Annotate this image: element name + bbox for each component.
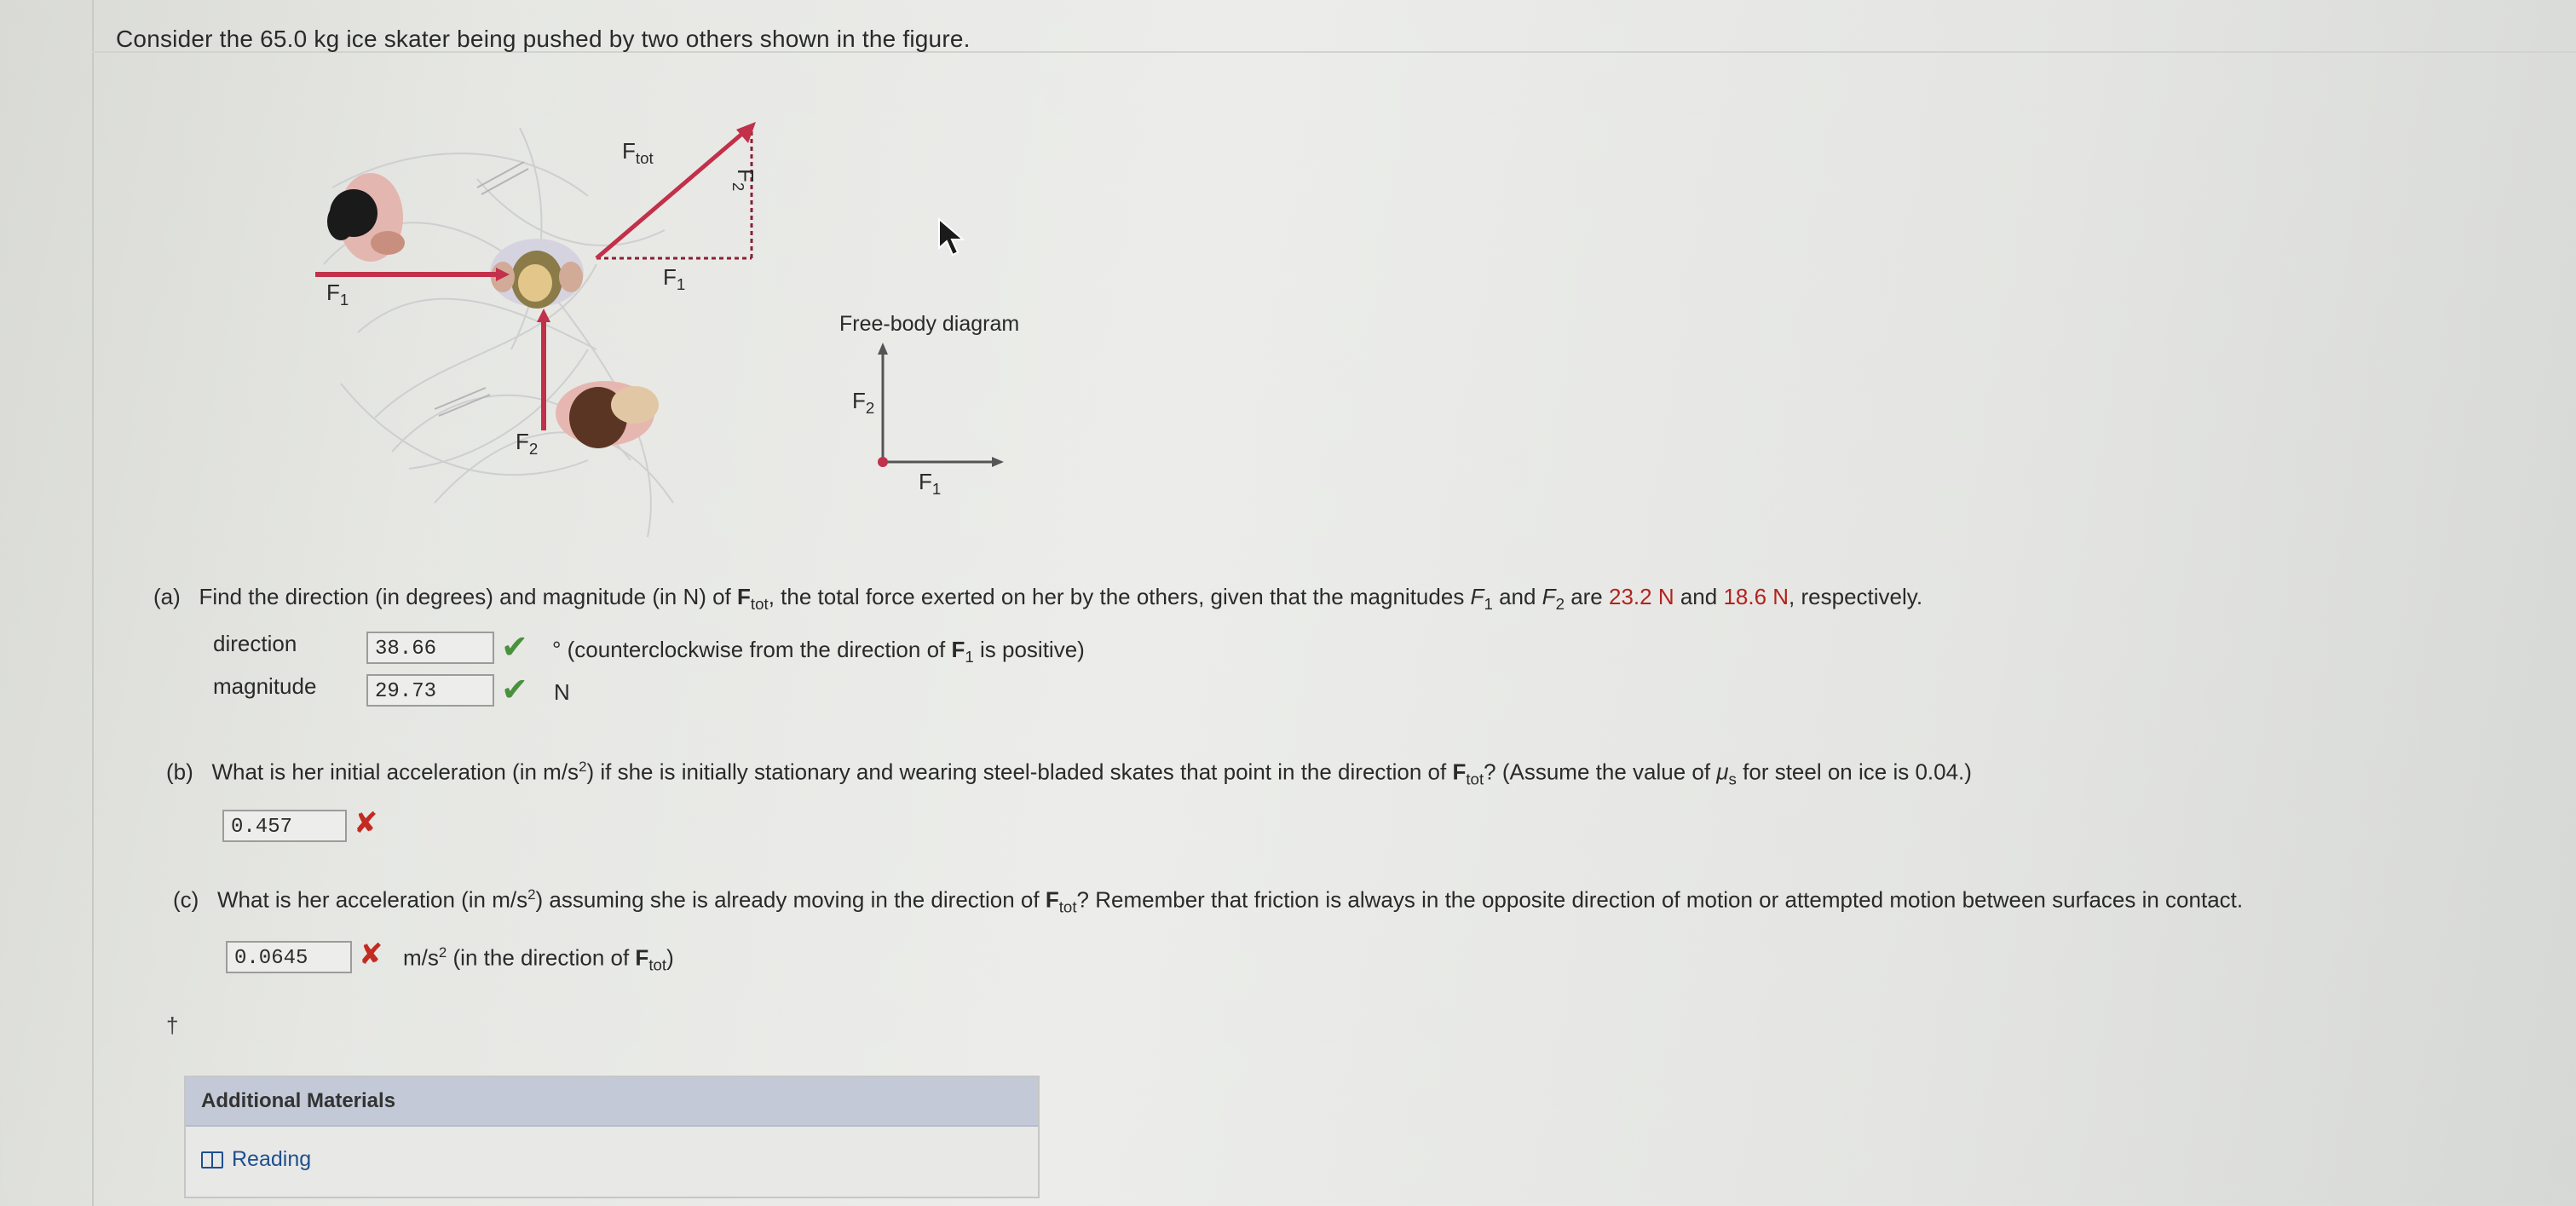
check-icon: ✔: [501, 630, 528, 666]
label-f2-triangle: $F_2$: [729, 169, 758, 192]
check-icon: ✔: [501, 672, 528, 708]
part-c-answer-field[interactable]: 0.0645: [226, 941, 352, 973]
ftot-arrowhead: [736, 122, 756, 143]
reading-link-label: Reading: [232, 1147, 312, 1171]
f1-value: 23.2 N: [1609, 584, 1674, 609]
fbd-f1-arrowhead: [992, 457, 1004, 467]
part-c-label: (c): [173, 886, 199, 913]
part-b-label: (b): [166, 759, 193, 785]
skater-figure: [307, 94, 1074, 571]
part-c-question: (c) What is her acceleration (in $m/s^2$) assuming she is already moving in the direction of $F_{tot}$? Remember that friction is always in the opposite direction of motion or attempted motion between surfaces in contact.: [173, 886, 2244, 916]
label-ftot: $F_{tot}$: [622, 138, 654, 167]
fbd-label-f2: $F_2$: [852, 388, 875, 417]
fbd-label-f1: $F_1$: [919, 469, 942, 498]
pushing-skater-2: [556, 381, 659, 448]
pushing-skater-1: [327, 173, 405, 262]
additional-materials-panel: [184, 1076, 1040, 1198]
footnote-marker: †: [166, 1013, 179, 1038]
magnitude-label: magnitude: [213, 673, 317, 699]
part-a-label: (a): [153, 584, 181, 609]
part-a-question: (a) Find the direction (in degrees) and magnitude (in N) of $F_{tot}$, the total force exerted on her by the others, given that the magnitudes $F_1$ and $F_2$ are 23.2 N and 18.6 N, respectively.: [153, 584, 1923, 613]
fbd-f2-arrowhead: [878, 343, 888, 355]
label-f2-push: $F_2$: [516, 429, 539, 458]
reading-link[interactable]: [201, 1147, 311, 1172]
direction-answer-field[interactable]: 38.66: [366, 632, 494, 664]
fbd-title: Free-body diagram: [839, 312, 1020, 336]
cross-icon: ✘: [359, 938, 383, 971]
label-f1-push: $F_1$: [326, 280, 349, 309]
f2-value: 18.6 N: [1723, 584, 1789, 609]
question-intro: Consider the 65.0 kg ice skater being pushed by two others shown in the figure.: [116, 26, 971, 52]
part-b-answer-field[interactable]: 0.457: [222, 810, 347, 842]
f2-push-arrowhead: [537, 309, 550, 322]
mouse-cursor-icon: [937, 217, 966, 260]
book-icon: [201, 1151, 223, 1168]
ftot-arrow: [596, 133, 743, 258]
direction-label: direction: [213, 631, 297, 656]
cross-icon: ✘: [354, 807, 378, 840]
label-f1-triangle: $F_1$: [663, 264, 686, 293]
fbd-point: [878, 457, 888, 467]
direction-unit: ° (counterclockwise from the direction of $F_1$ is positive): [552, 637, 1085, 666]
additional-materials-title: Additional Materials: [186, 1077, 1038, 1127]
magnitude-unit: N: [554, 679, 570, 705]
magnitude-answer-field[interactable]: 29.73: [366, 674, 494, 707]
part-c-unit: $m/s^2$ (in the direction of $F_{tot}$): [403, 944, 674, 974]
part-b-question: (b) What is her initial acceleration (in $m/s^2$) if she is initially stationary and wearing steel-bladed skates that point in the direction of $F_{tot}$? (Assume the value of $\mu_s$ for steel on ice is 0.04.): [166, 759, 1972, 788]
